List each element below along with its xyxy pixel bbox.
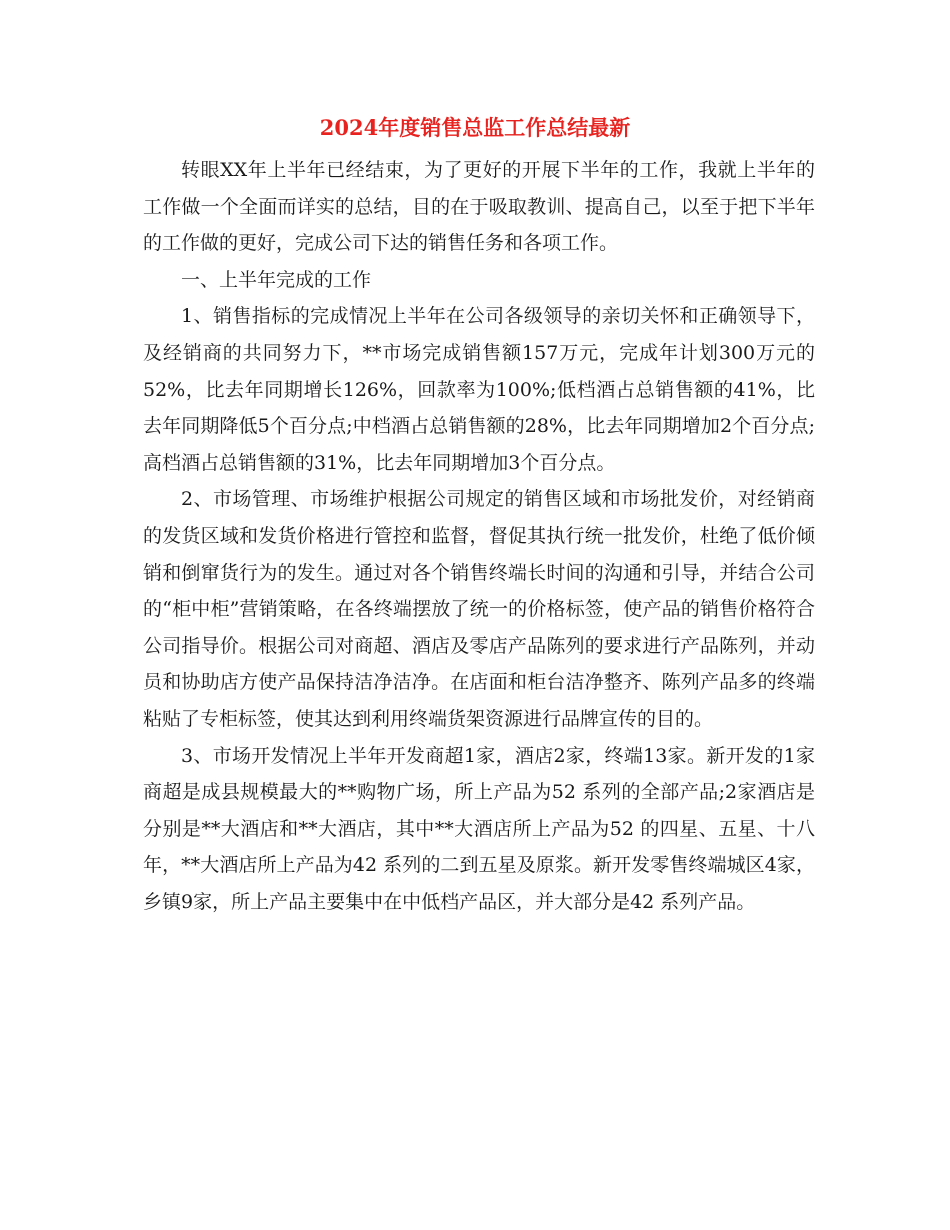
document-title: 2024年度销售总监工作总结最新 bbox=[319, 115, 631, 140]
document-body bbox=[143, 152, 815, 920]
paragraph-market-management: 2、市场管理、市场维护根据公司规定的销售区域和市场批发价，对经销商的发货区域和发货价格进行管控和监督，督促其执行统一批发价，杜绝了低价倾销和倒窜货行为的发生。通过对各个销售终端长时间的沟通和引导，并结合公司的“柜中柜”营销策略，在各终端摆放了统一的价格标签，使产品的销售价格符合公司指导价。根据公司对商超、酒店及零店产品陈列的要求进行产品陈列，并动员和协助店方使产品保持洁净洁净。在店面和柜台洁净整齐、陈列产品多的终端粘贴了专柜标签，使其达到利用终端货架资源进行品牌宣传的目的。 bbox=[143, 488, 815, 730]
paragraph-market-development: 3、市场开发情况上半年开发商超1家，酒店2家，终端13家。新开发的1家商超是成县规模最大的**购物广场，所上产品为52 系列的全部产品;2家酒店是分别是**大酒店和**大酒店，其中**大酒店所上产品为52 的四星、五星、十八年，**大酒店所上产品为42 系列的二到五星及原浆。新开发零售终端城区4家，乡镇9家，所上产品主要集中在中低档产品区，并大部分是42 系列产品。 bbox=[143, 744, 815, 913]
paragraph-intro: 转眼XX年上半年已经结束，为了更好的开展下半年的工作，我就上半年的工作做一个全面而详实的总结，目的在于吸取教训、提高自己，以至于把下半年的工作做的更好，完成公司下达的销售任务和各项工作。 bbox=[143, 159, 815, 255]
section-heading: 一、上半年完成的工作 bbox=[181, 268, 372, 291]
paragraph-sales-targets: 1、销售指标的完成情况上半年在公司各级领导的亲切关怀和正确领导下，及经销商的共同努力下，**市场完成销售额157万元，完成年计划300万元的52%，比去年同期增长126%，回款率为100%;低档酒占总销售额的41%，比去年同期降低5个百分点;中档酒占总销售额的28%，比去年同期增加2个百分点;高档酒占总销售额的31%，比去年同期增加3个百分点。 bbox=[143, 305, 815, 474]
